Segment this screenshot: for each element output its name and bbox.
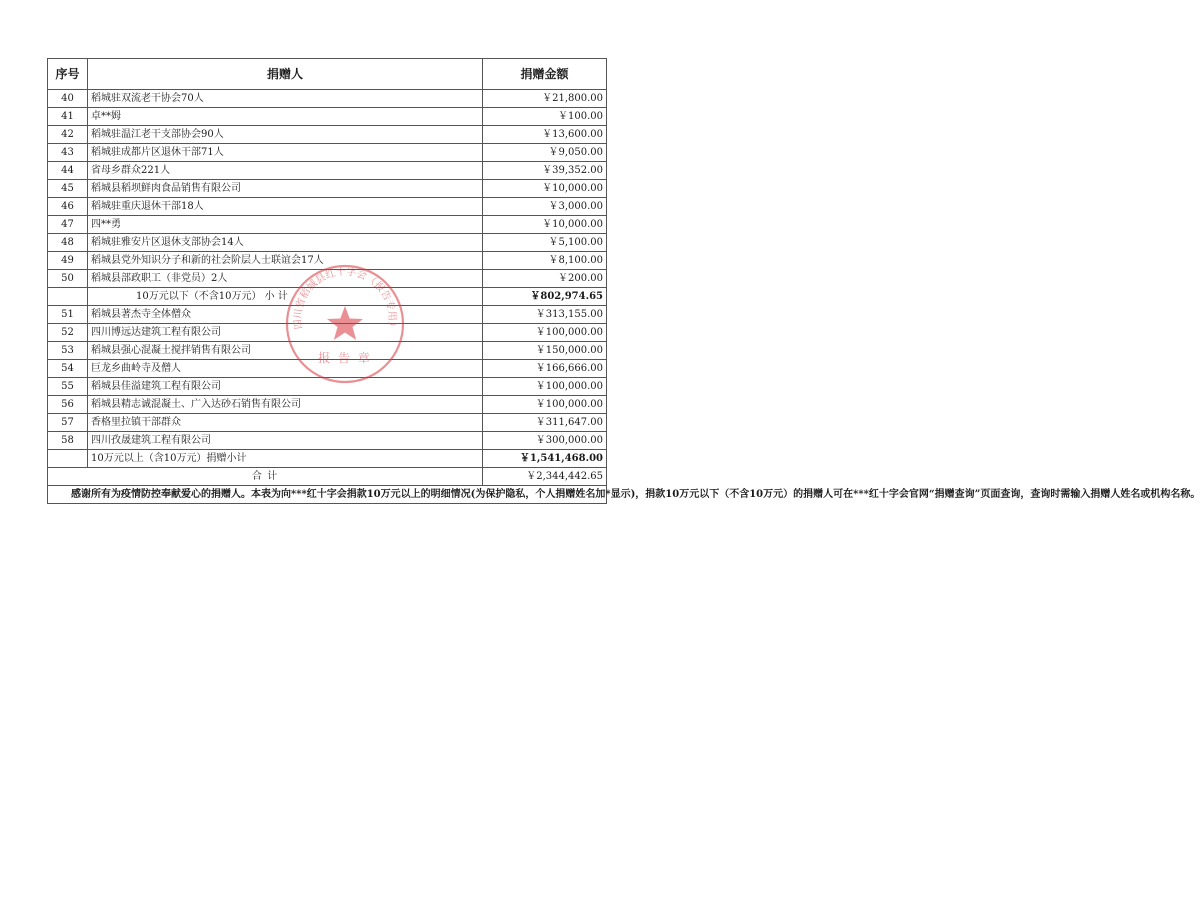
row-index: 51 [48,306,88,324]
row-amount: ￥100,000.00 [483,378,607,396]
row-index: 55 [48,378,88,396]
row-index: 41 [48,108,88,126]
table-header-row [48,59,607,90]
row-donor: 稻城驻雅安片区退休支部协会14人 [88,234,483,252]
row-donor: 稻城县部政职工（非党员）2人 [88,270,483,288]
table-row [48,180,607,198]
row-index: 42 [48,126,88,144]
row-index: 43 [48,144,88,162]
row-donor: 稻城县精志诚混凝土、广入达砂石销售有限公司 [88,396,483,414]
row-amount: ￥5,100.00 [483,234,607,252]
table-row [48,432,607,450]
row-donor: 稻城驻双流老干协会70人 [88,90,483,108]
row-amount: ￥21,800.00 [483,90,607,108]
row-amount: ￥311,647.00 [483,414,607,432]
header-index: 序号 [48,59,88,90]
row-amount: ￥313,155.00 [483,306,607,324]
row-amount: ￥166,666.00 [483,360,607,378]
row-index: 48 [48,234,88,252]
row-amount: ￥39,352.00 [483,162,607,180]
svg-text:四川省稻城县红十字会（报告专用）: 四川省稻城县红十字会（报告专用） [292,266,398,333]
row-donor: 稻城县著杰寺全体僧众 [88,306,483,324]
table-row [48,126,607,144]
row-amount: ￥300,000.00 [483,432,607,450]
header-amount: 捐赠金额 [483,59,607,90]
table-row [48,144,607,162]
row-donor: 四川孜晟建筑工程有限公司 [88,432,483,450]
subtotal-over-amount: ￥1,541,468.00 [483,450,607,468]
row-donor: 稻城驻重庆退休干部18人 [88,198,483,216]
row-amount: ￥100,000.00 [483,396,607,414]
row-amount: ￥100,000.00 [483,324,607,342]
row-index: 47 [48,216,88,234]
header-donor: 捐赠人 [88,59,483,90]
subtotal-over-spacer [48,450,88,468]
row-index: 46 [48,198,88,216]
row-amount: ￥13,600.00 [483,126,607,144]
row-amount: ￥3,000.00 [483,198,607,216]
row-amount: ￥200.00 [483,270,607,288]
row-donor: 四**勇 [88,216,483,234]
row-index: 56 [48,396,88,414]
row-index: 50 [48,270,88,288]
note-row [48,486,607,504]
row-index: 52 [48,324,88,342]
row-amount: ￥10,000.00 [483,216,607,234]
note-text: 感谢所有为疫情防控奉献爱心的捐赠人。本表为向***红十字会捐款10万元以上的明细情况(为保护隐私，个人捐赠姓名加*显示)，捐款10万元以下（不含10万元）的捐赠人可在***红十字会官网“捐赠查询”页面查询，查询时需输入捐赠人姓名或机构名称。 [48,486,607,504]
table-row [48,216,607,234]
row-donor: 香格里拉镇干部群众 [88,414,483,432]
table-row [48,396,607,414]
table-row [48,414,607,432]
table-row [48,90,607,108]
row-amount: ￥100.00 [483,108,607,126]
subtotal-over-label: 10万元以上（含10万元）捐赠小计 [88,450,483,468]
row-donor: 稻城县稻坝鲜肉食品销售有限公司 [88,180,483,198]
row-donor: 省母乡群众221人 [88,162,483,180]
subtotal-under-spacer [48,288,88,306]
table-row [48,198,607,216]
row-index: 49 [48,252,88,270]
official-seal [283,262,407,386]
totals-section [48,450,1200,504]
row-amount: ￥10,000.00 [483,180,607,198]
row-index: 45 [48,180,88,198]
subtotal-under-label: 10万元以下（不含10万元） 小 计 [88,288,483,306]
row-donor: 稻城驻温江老干支部协会90人 [88,126,483,144]
row-index: 44 [48,162,88,180]
subtotal-under-amount: ￥802,974.65 [483,288,607,306]
row-donor: 稻城驻成都片区退休干部71人 [88,144,483,162]
row-index: 58 [48,432,88,450]
row-index: 57 [48,414,88,432]
row-donor: 卓**姆 [88,108,483,126]
row-amount: ￥150,000.00 [483,342,607,360]
row-donor: 四川博远达建筑工程有限公司 [88,324,483,342]
total-row [48,468,607,486]
total-label: 合 计 [48,468,483,486]
row-donor: 稻城县强心混凝土搅拌销售有限公司 [88,342,483,360]
subtotal-over-row [48,450,607,468]
total-amount: ￥2,344,442.65 [483,468,607,486]
seal-star-icon [327,306,363,340]
row-donor: 稻城县佳溢建筑工程有限公司 [88,378,483,396]
table-row [48,162,607,180]
row-index: 54 [48,360,88,378]
table-row [48,108,607,126]
rows-under-100k [48,90,607,288]
table-row [48,234,607,252]
row-donor: 巨龙乡曲岭寺及僧人 [88,360,483,378]
row-donor: 稻城县党外知识分子和新的社会阶层人士联谊会17人 [88,252,483,270]
row-amount: ￥8,100.00 [483,252,607,270]
row-index: 40 [48,90,88,108]
row-amount: ￥9,050.00 [483,144,607,162]
row-index: 53 [48,342,88,360]
svg-text:报 告 章: 报 告 章 [318,351,372,365]
